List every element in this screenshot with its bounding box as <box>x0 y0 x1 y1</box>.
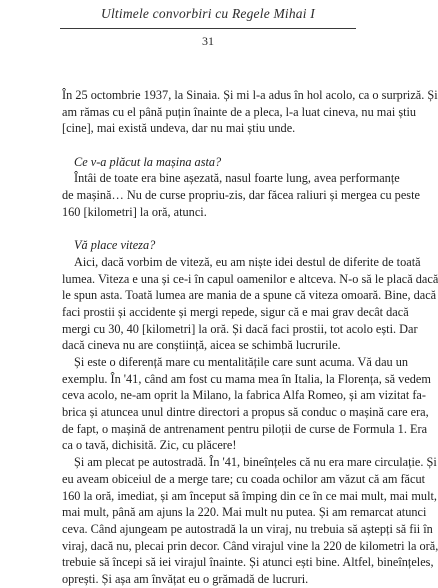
running-title: Ultimele convorbiri cu Regele Mihai I <box>101 6 315 21</box>
page-number: 31 <box>202 34 214 48</box>
text-line: viraj, dacă nu, plecai prin decor. Când virajul vine la 220 de kilometri la oră, <box>62 538 438 553</box>
text-line: oprești. Și așa am învățat eu o grămadă de lucruri. <box>62 571 309 586</box>
body-text <box>62 87 438 588</box>
text-line: trebuie să începi să iei virajul înainte. Și atunci ești bine. Altfel, bineînțeles, <box>62 555 434 570</box>
text-line: faci prostii și accidente și mergi repede, sigur că e mai grav decât dacă <box>62 304 409 319</box>
text-line: de mașină… Nu de curse propriu-zis, dar făcea raliuri și mergea cu peste <box>62 188 420 203</box>
text-line: le spun asta. Toată lumea are mania de a spune că viteza omoară. Bine, dacă <box>62 288 437 303</box>
paragraph-gap <box>62 137 355 154</box>
text-line: În 25 octombrie 1937, la Sinaia. Și mi l-a adus în hol acolo, ca o surpriză. Și <box>62 88 438 102</box>
text-line: brica și atuncea unul dintre directori a propus să conduc o mașină care era, <box>62 405 429 420</box>
text-line: ca o tavă, dichisită. Zic, cu plăcere! <box>62 438 237 453</box>
text-line: ceva. Când ajungeam pe autostradă la un viraj, nu trebuia să aștepți să fii în <box>62 521 433 536</box>
interview-question: Ce v-a plăcut la mașina asta? <box>74 154 222 169</box>
text-line: ceva acolo, ne-am oprit la Milano, la fabrica Alfa Romeo, și am vizitat fa- <box>62 388 426 403</box>
text-line: am rămas cu el până puțin înainte de a pleca, l-a luat cineva, nu mai știu <box>62 104 417 119</box>
text-line: [cine], mai există undeva, dar nu mai știu unde. <box>62 121 296 136</box>
text-line: mergi cu 30, 40 [kilometri] la oră. Și dacă faci prostii, tot acolo ești. Dar <box>62 321 418 336</box>
text-line: Întâi de toate era bine așezată, nasul foarte lung, avea performanțe <box>74 171 400 186</box>
text-line: 160 la oră, imediat, și am început să împing din ce în ce mai mult, mai mult, <box>62 488 437 503</box>
text-line: dacă cineva nu are conștiință, aicea se schimbă lucrurile. <box>62 338 341 353</box>
header-rule <box>60 28 356 29</box>
interview-question: Vă place viteza? <box>74 238 156 253</box>
text-line: Și este o diferență mare cu mentalitățile care sunt acuma. Vă dau un <box>74 355 409 369</box>
text-line: Și am plecat pe autostradă. În '41, bineînțeles că nu era mare circulație. Și <box>74 455 437 470</box>
text-line: exemplu. În '41, când am fost cu mama mea în Italia, la Florența, să vedem <box>62 371 431 386</box>
text-line: Aici, dacă vorbim de viteză, eu am niște idei destul de diferite de toată <box>74 254 421 269</box>
text-line: 160 [kilometri] la oră, atunci. <box>62 204 207 219</box>
text-line: mai mult, până am ajuns la 220. Mai mult nu putea. Și am remarcat atunci <box>62 505 427 520</box>
text-line: eu aveam obiceiul de a merge tare; cu coada ochilor am văzut că am făcut <box>62 471 426 486</box>
text-line: lumea. Viteza e una și ce-i în capul oamenilor e altceva. N-o să le placă dacă <box>62 271 438 286</box>
paragraph-gap <box>62 221 355 238</box>
text-line: de fapt, o mașină de antrenament pentru piloții de curse de Formula 1. Era <box>62 421 428 436</box>
